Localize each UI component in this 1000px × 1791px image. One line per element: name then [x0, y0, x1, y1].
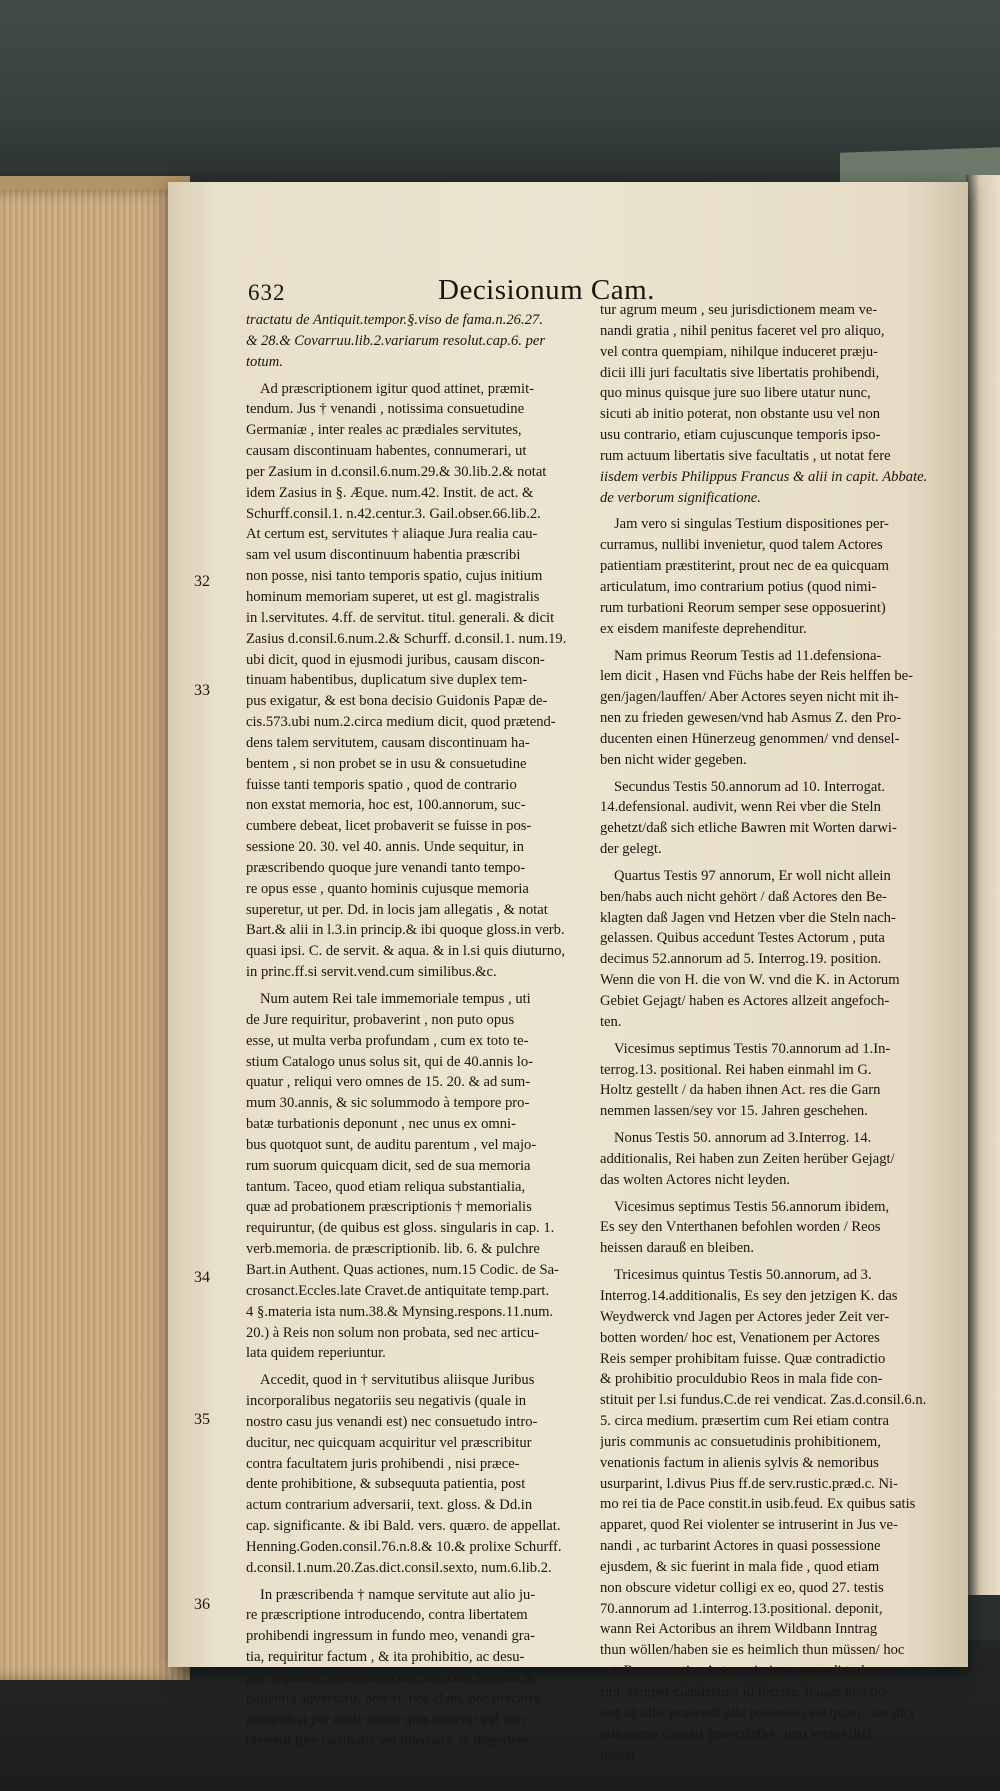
text-line: botten worden/ hoc est, Venationem per Actores — [600, 1329, 880, 1346]
right-text-column — [600, 300, 945, 1763]
text-line: decimus 52.annorum ad 5. Interrog.19. position. — [600, 951, 882, 968]
text-line: & 28.& Covarruu.lib.2.variarum resolut.cap.6. per — [246, 332, 546, 349]
text-line: iisdem verbis Philippus Francus & alii in capit. Abbate. — [600, 468, 928, 485]
text-line: per sequutus contrarius actus, una cum scientia & — [246, 1670, 536, 1686]
text-line: potest — [600, 1746, 635, 1763]
text-line: pus exigatur, & est bona decisio Guidonis Papæ de- — [246, 693, 548, 710]
running-title: Decisionum Cam. — [438, 274, 655, 306]
text-line: bentem , si non probet se in usu & consuetudine — [246, 755, 527, 772]
text-line: Henning.Goden.consil.76.n.8.& 10.& prolixe Schurff. — [246, 1538, 562, 1555]
text-line: patientia adversarii, non vi, nec clam, nec precario, — [246, 1690, 544, 1707]
text-line: Wenn die von H. die von W. vnd die K. in Actorum — [600, 972, 900, 989]
text-line: de Jure requiritur, probaverint , non puto opus — [246, 1011, 515, 1028]
text-line: prohibendi ingressum in fundo meo, venandi gra- — [246, 1628, 535, 1645]
text-line: superetur, ut per. Dd. in locis jam allegatis , & notat — [246, 901, 548, 918]
text-line: sessione 20. 30. vel 40. annis. Unde sequitur, in — [246, 839, 524, 856]
text-line: crosanct.Eccles.late Cravet.de antiquitate temp.part. — [246, 1282, 550, 1299]
text-line: ben nicht wider gegeben. — [600, 751, 747, 768]
margin-number: 32 — [194, 573, 210, 590]
text-line: mo rei tia de Pace constit.in usib.feud. Ex quibus satis — [600, 1496, 916, 1513]
text-line: nandi , ac turbarint Actores in quasi possessione — [600, 1538, 881, 1555]
text-line: quæ ad probationem præscriptionis † memorialis — [246, 1199, 532, 1216]
text-line: Ad præscriptionem igitur quod attinet, præmit- — [260, 380, 535, 397]
text-line: rint, semper clandestine id fecisse. Itaque non po- — [600, 1684, 890, 1700]
text-line: terrog.13. positional. Rei haben einmahl im G. — [600, 1061, 872, 1078]
text-line: lem dicit , Hasen vnd Füchs habe der Reis helffen be- — [600, 668, 914, 685]
text-line: Bart.& alii in l.3.in princip.& ibi quoque gloss.in verb. — [246, 922, 565, 939]
text-line: apparet, quod Rei violenter se intruserint in Jus ve- — [600, 1517, 898, 1534]
text-line: sam vel usum discontinuum habentia præscribi — [246, 547, 521, 564]
text-line: gen/jagen/lauffen/ Aber Actores seyen nicht mit ih- — [600, 689, 899, 706]
text-line: per Zasium in d.consil.6.num.29.& 30.lib.2.& notat — [246, 463, 547, 480]
margin-number: 35 — [194, 1411, 210, 1428]
text-line: non obscure videtur colligi ex eo, quod 27. testis — [600, 1579, 884, 1596]
text-line: nostro casu jus venandi est) nec consuetudo intro- — [246, 1413, 538, 1430]
text-line: der gelegt. — [600, 841, 662, 858]
text-line: contra facultatem juris prohibendi , nisi præce- — [246, 1455, 520, 1472]
background-wall — [0, 0, 1000, 175]
text-line: ex eisdem manifeste deprehenditur. — [600, 620, 807, 637]
text-line: nen zu frieden gewesen/vnd hab Asmus Z. den Pro- — [600, 710, 902, 727]
text-line: Accedit, quod in † servitutibus aliisque Juribus — [260, 1372, 535, 1389]
text-line: rum turbationi Reorum semper sese opposuerint) — [600, 599, 886, 616]
text-line: Jam vero si singulas Testium dispositiones per- — [614, 516, 889, 533]
text-line: ejusdem, & sic fuerint in mala fide , quod etiam — [600, 1558, 880, 1575]
text-line: 70.annorum ad 1.interrog.13.positional. deponit, — [600, 1600, 883, 1617]
text-line: qua possit causari præscriptio , imo verius dici — [600, 1725, 872, 1742]
text-line: usurparint, l.divus Pius ff.de serv.rustic.præd.c. Ni- — [600, 1475, 898, 1492]
text-line: non posse, nisi tanto temporis spatio, cujus initium — [246, 568, 543, 585]
text-line: Nonus Testis 50. annorum ad 3.Interrog. 14. — [614, 1130, 872, 1147]
text-line: cap. significante. & ibi Bald. vers. quæro. de appellat. — [246, 1518, 561, 1535]
text-line: wann Rei Actoribus an ihrem Wildbann Inntrag — [600, 1621, 878, 1638]
text-line: quatur , reliqui vero omnes de 15. 20. & ad sum- — [246, 1074, 531, 1091]
text-line: lata quidem reperiuntur. — [246, 1345, 386, 1362]
text-line: sicuti ab initio poterat, non obstante usu vel non — [600, 406, 881, 423]
text-line: dicii illi juri facultatis sive libertatis prohibendi, — [600, 364, 880, 381]
text-line: nemmen lassen/sey vor 15. Jahren geschehen. — [600, 1103, 868, 1120]
text-line: rum actuum libertatis sive facultatis , ut notat fere — [600, 447, 891, 464]
margin-number: 36 — [194, 1596, 210, 1613]
text-line: Weydwerck vnd Jagen per Actores jeder Zeit ver- — [600, 1308, 890, 1325]
text-line: tur agrum meum , seu jurisdictionem meam ve- — [600, 302, 878, 318]
text-line: bus quotquot sunt, de auditu parentum , vel majo- — [246, 1136, 537, 1153]
text-line: das wolten Actores nicht leyden. — [600, 1171, 791, 1188]
text-line: stium Catalogo unus solus sit, qui de 40.annis lo- — [246, 1053, 534, 1070]
text-line: heissen darauß en bleiben. — [600, 1240, 754, 1257]
text-line: Vicesimus septimus Testis 70.annorum ad 1.In- — [614, 1040, 891, 1057]
text-line: idem Zasius in §. Æque. num.42. Instit. de act. & — [246, 484, 534, 501]
text-line: stituit per l.si fundus.C.de rei vendicat. Zas.d.consil.6.n. — [600, 1392, 927, 1409]
text-line: in princ.ff.si servit.vend.cum similibus.&c. — [246, 964, 497, 981]
text-line: de verborum significatione. — [600, 489, 761, 506]
text-line: esse, ut multa verba profundam , cum ex toto te- — [246, 1032, 529, 1049]
text-line: est, Reos, quoties Actores in jure venandi turbave- — [600, 1663, 894, 1680]
text-line: tantum. Taceo, quod etiam reliqua substantialia, — [246, 1178, 526, 1195]
text-line: ten. — [600, 1013, 622, 1030]
text-line: cis.573.ubi num.2.circa medium dicit, quod prætend- — [246, 714, 556, 731]
text-line: 14.defensional. audivit, wenn Rei vber die Steln — [600, 799, 881, 816]
text-line: Secundus Testis 50.annorum ad 10. Interrogat. — [614, 778, 886, 795]
text-line: In præscribenda † namque servitute aut alio ju- — [260, 1586, 536, 1603]
text-line: ducitur, nec quicquam acquiritur vel præscribitur — [246, 1434, 532, 1451]
facing-page-edge — [966, 175, 1000, 1595]
text-line: juris communis ac consuetudinis prohibitionem, — [600, 1433, 881, 1450]
margin-number: 34 — [194, 1269, 210, 1286]
text-line: requiruntur, (de quibus est gloss. singularis in cap. 1. — [246, 1220, 555, 1237]
text-line: Quartus Testis 97 annorum, Er woll nicht allein — [614, 867, 891, 884]
text-line: & prohibitio proculdubio Reos in mala fide con- — [600, 1371, 883, 1388]
text-line: gelassen. Quibus accedunt Testes Actorum , puta — [600, 930, 885, 947]
text-line: At certum est, servitutes † aliaque Jura realia cau- — [246, 526, 538, 543]
text-line: test ab aliis prætendi ulla possessio vel quasi , ius dici — [600, 1704, 915, 1721]
text-line: dens talem servitutem, causam discontinuam ha- — [246, 734, 530, 751]
text-line: præscribendo quoque jure venandi tanto tempo- — [246, 859, 526, 876]
text-line: dente prohibitione, & subsequuta patientia, post — [246, 1476, 526, 1493]
text-line: tia, requiritur factum , & ita prohibitio, ac desu- — [246, 1649, 525, 1666]
text-line: curramus, nullibi invenietur, quod talem Actores — [600, 537, 883, 554]
page-number: 632 — [248, 280, 286, 305]
text-line: klagten daß Jagen vnd Hetzen vber die Steln nach- — [600, 909, 896, 926]
text-line: ubi dicit, quod in ejusmodi juribus, causam discon- — [246, 651, 545, 668]
text-line: cumbere debeat, licet probaverit se fuisse in pos- — [246, 818, 532, 835]
text-line: non exstat memoria, hoc est, 100.annorum, suc- — [246, 797, 526, 814]
text-line: d.consil.1.num.20.Zas.dict.consil.sexto, num.6.lib.2. — [246, 1559, 552, 1576]
text-line: quo minus quisque jure suo libere utatur nunc, — [600, 385, 871, 402]
text-line: Vicesimus septimus Testis 56.annorum ibidem, — [614, 1198, 890, 1215]
text-line: causam discontinuam habentes, connumerari, ut — [246, 443, 527, 460]
text-line: Nam primus Reorum Testis ad 11.defensiona- — [614, 647, 882, 664]
text-line: ducenten einen Hünerzeug genommen/ vnd densel- — [600, 730, 900, 747]
text-line: ben/habs auch nicht gehört / daß Actores den Be- — [600, 888, 887, 905]
text-line: 4 §.materia ista num.38.& Mynsing.respons.11.num. — [246, 1303, 554, 1320]
text-line: rum suorum quicquam dicit, sed de sua memoria — [246, 1157, 531, 1174]
page-block-edge — [0, 190, 190, 1680]
text-line: tendum. Jus † venandi , notissima consuetudine — [246, 401, 525, 418]
text-line: Zasius d.consil.6.num.2.& Schurff. d.consil.1. num.19. — [246, 630, 567, 647]
text-line: fuisse tanti temporis spatio , quod de contrario — [246, 776, 517, 793]
text-line: Tricesimus quintus Testis 50.annorum, ad 3. — [614, 1267, 872, 1284]
text-line: Reis semper prohibitam fuisse. Quæ contradictio — [600, 1350, 886, 1367]
text-line: additionalis, Rei haben zun Zeiten herüber Gejagt/ — [600, 1150, 895, 1167]
text-line: Num autem Rei tale immemoriale tempus , uti — [260, 991, 531, 1007]
text-line: hominum memoriam superet, ut est gl. magistralis — [246, 588, 540, 605]
text-line: patientiam præstiterint, prout nec de ea quicquam — [600, 558, 889, 575]
text-line: alioquin si per mille annos quis uteretur vel non — [246, 1711, 525, 1728]
text-line: quasi ipsi. C. de servit. & aqua. & in l.si quis diuturno, — [246, 943, 566, 960]
text-line: actum contrarium adversarii, text. gloss. & Dd.in — [246, 1497, 533, 1514]
text-line: articulatum, imo contrarium potius (quod nimi- — [600, 578, 877, 595]
text-line: thun wöllen/haben sie es heimlich thun müssen/ hoc — [600, 1642, 905, 1659]
text-line: Holtz gestellt / da haben ihnen Act. res die Garn — [600, 1082, 881, 1099]
text-line: Bart.in Authent. Quas actiones, num.15 Codic. de Sa- — [246, 1261, 559, 1278]
text-line: mum 30.annis, & sic solummodo à tempore pro- — [246, 1095, 530, 1112]
text-line: re opus esse , quanto hominis cujusque memoria — [246, 880, 529, 897]
text-line: venationis factum in alienis sylvis & nemoribus — [600, 1454, 879, 1471]
left-text-column — [246, 310, 586, 1749]
text-line: verb.memoria. de præscriptionib. lib. 6. & pulchre — [246, 1241, 540, 1258]
text-line: in l.servitutes. 4.ff. de servitut. titul. generali. & dicit — [246, 609, 555, 626]
text-line: uteretur jure facultatis vel libertatis, & ingredere- — [246, 1732, 534, 1749]
text-line: Schurff.consil.1. n.42.centur.3. Gail.obser.66.lib.2. — [246, 505, 541, 522]
book-page — [168, 182, 968, 1763]
text-line: totum. — [246, 353, 283, 370]
text-line: gehetzt/daß sich etliche Bawren mit Worten darwi- — [600, 820, 897, 837]
text-line: tractatu de Antiquit.tempor.§.viso de fama.n.26.27. — [246, 312, 543, 328]
text-line: incorporalibus negatoriis seu negativis (quale in — [246, 1393, 527, 1410]
text-line: vel contra quempiam, nihilque induceret præju- — [600, 343, 879, 360]
text-line: Interrog.14.additionalis, Es sey den jetzigen K. das — [600, 1287, 898, 1304]
margin-number: 33 — [194, 682, 210, 699]
text-line: usu contrario, etiam cujuscunque temporis ipso- — [600, 427, 881, 444]
text-line: nandi gratia , nihil penitus faceret vel pro aliquo, — [600, 322, 885, 339]
text-line: 5. circa medium. præsertim cum Rei etiam contra — [600, 1413, 889, 1430]
text-line: Es sey den Vnterthanen befohlen worden / Reos — [600, 1219, 881, 1236]
text-line: tinuam habentibus, duplicatum sive duplex tem- — [246, 672, 528, 689]
text-line: Gebiet Gejagt/ haben es Actores allzeit angefoch- — [600, 993, 890, 1009]
text-line: 20.) à Reis non solum non probata, sed nec articu- — [246, 1324, 540, 1341]
text-line: batæ turbationis deponunt , nec unus ex omni- — [246, 1116, 516, 1133]
text-line: re præscriptione introducendo, contra libertatem — [246, 1607, 528, 1624]
text-line: Germaniæ , inter reales ac prædiales servitutes, — [246, 422, 522, 439]
